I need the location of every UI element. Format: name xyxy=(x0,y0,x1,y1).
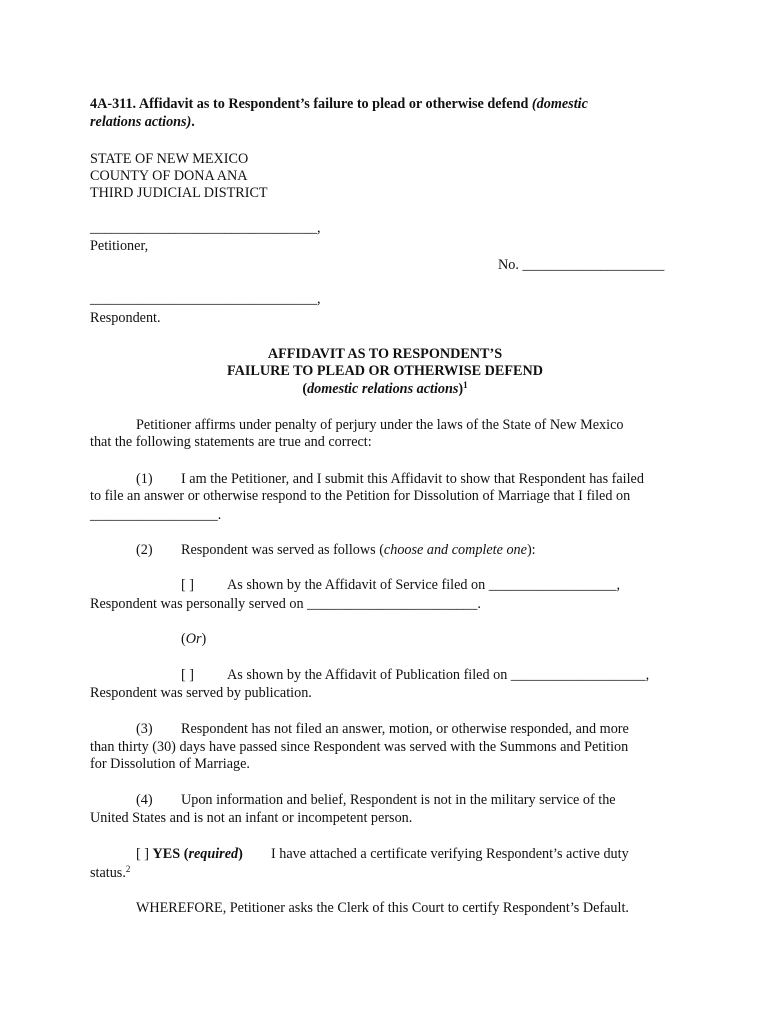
doc-title-line3 xyxy=(90,380,680,398)
doc-title-qualifier: domestic relations actions xyxy=(307,381,459,397)
para1-line2: to file an answer or otherwise respond to the Petition for Dissolution of Marriage that I filed on xyxy=(90,488,631,504)
para3-number: (3) xyxy=(136,721,153,737)
footnote-ref-2[interactable]: 2 xyxy=(125,864,131,874)
respondent-name-blank[interactable]: ________________________________, xyxy=(90,291,321,307)
para2-text-after: ): xyxy=(526,542,536,558)
req-paren-open: ( xyxy=(183,846,189,862)
para2-text xyxy=(181,541,536,559)
or-separator xyxy=(181,630,206,648)
form-heading-qualifier: (domestic xyxy=(531,96,588,112)
doc-title-line2: FAILURE TO PLEAD OR OTHERWISE DEFEND xyxy=(226,363,544,379)
military-checkbox-row[interactable] xyxy=(136,845,243,863)
footnote-ref-1[interactable]: 1 xyxy=(463,380,468,390)
wherefore-clause: WHEREFORE, Petitioner asks the Clerk of this Court to certify Respondent’s Default. xyxy=(136,900,629,916)
form-heading-period: . xyxy=(191,114,195,130)
publication-option-line2: Respondent was served by publication. xyxy=(90,685,312,701)
publication-checkbox[interactable]: [ ] xyxy=(181,667,194,683)
intro-line1: Petitioner affirms under penalty of perjury under the laws of the State of New Mexico xyxy=(136,417,624,433)
para3-line1: Respondent has not filed an answer, motion, or otherwise responded, and more xyxy=(181,721,629,737)
military-yes-label xyxy=(153,846,243,862)
military-checkbox[interactable]: [ ] xyxy=(136,846,149,862)
petitioner-name-blank[interactable]: ________________________________, xyxy=(90,220,321,236)
para4-line2: United States and is not an infant or incompetent person. xyxy=(90,810,413,826)
service-checkbox[interactable]: [ ] xyxy=(181,577,194,593)
doc-title-line1: AFFIDAVIT AS TO RESPONDENT’S xyxy=(267,346,503,362)
form-code: 4A-311. xyxy=(90,96,137,112)
para3-line2: than thirty (30) days have passed since Respondent was served with the Summons and Petition xyxy=(90,739,629,755)
respondent-label: Respondent. xyxy=(90,310,161,326)
status-text: status. xyxy=(90,865,126,881)
para2-instruction: choose and complete one xyxy=(383,542,527,558)
paren-close: ) xyxy=(458,381,464,397)
case-number-field[interactable]: No. ____________________ xyxy=(498,257,665,273)
para2-number: (2) xyxy=(136,542,153,558)
service-option-line1[interactable]: As shown by the Affidavit of Service filed on __________________, xyxy=(227,577,621,593)
military-certificate-text: I have attached a certificate verifying Respondent’s active duty xyxy=(271,846,629,862)
para1-line1: I am the Petitioner, and I submit this Affidavit to show that Respondent has failed xyxy=(181,471,644,487)
para4-number: (4) xyxy=(136,792,153,808)
or-text: Or xyxy=(185,631,202,647)
military-status-line xyxy=(90,864,130,882)
form-heading-qualifier-cont: relations actions) xyxy=(90,114,192,130)
form-heading-line2 xyxy=(90,113,195,131)
para2-text-before: Respondent was served as follows ( xyxy=(181,542,384,558)
or-paren-close: ) xyxy=(201,631,207,647)
para4-line1: Upon information and belief, Respondent is not in the military service of the xyxy=(181,792,616,808)
petitioner-label: Petitioner, xyxy=(90,238,149,254)
service-option-line2[interactable]: Respondent was personally served on ________________________. xyxy=(90,596,481,612)
req-paren-close: ) xyxy=(238,846,243,862)
form-heading xyxy=(90,95,588,113)
intro-line2: that the following statements are true and correct: xyxy=(90,434,372,450)
court-state: STATE OF NEW MEXICO xyxy=(90,151,249,167)
yes-text: YES xyxy=(152,846,181,862)
court-county: COUNTY OF DONA ANA xyxy=(90,168,248,184)
para3-line3: for Dissolution of Marriage. xyxy=(90,756,250,772)
or-paren-open: ( xyxy=(181,631,186,647)
court-district: THIRD JUDICIAL DISTRICT xyxy=(90,185,268,201)
paren-open: ( xyxy=(302,381,308,397)
required-text: required xyxy=(188,846,239,862)
petition-filed-date-blank[interactable]: __________________. xyxy=(90,507,222,523)
publication-option-line1[interactable]: As shown by the Affidavit of Publication filed on ___________________, xyxy=(227,667,650,683)
para1-number: (1) xyxy=(136,471,153,487)
form-heading-title: Affidavit as to Respondent’s failure to plead or otherwise defend xyxy=(138,96,529,112)
